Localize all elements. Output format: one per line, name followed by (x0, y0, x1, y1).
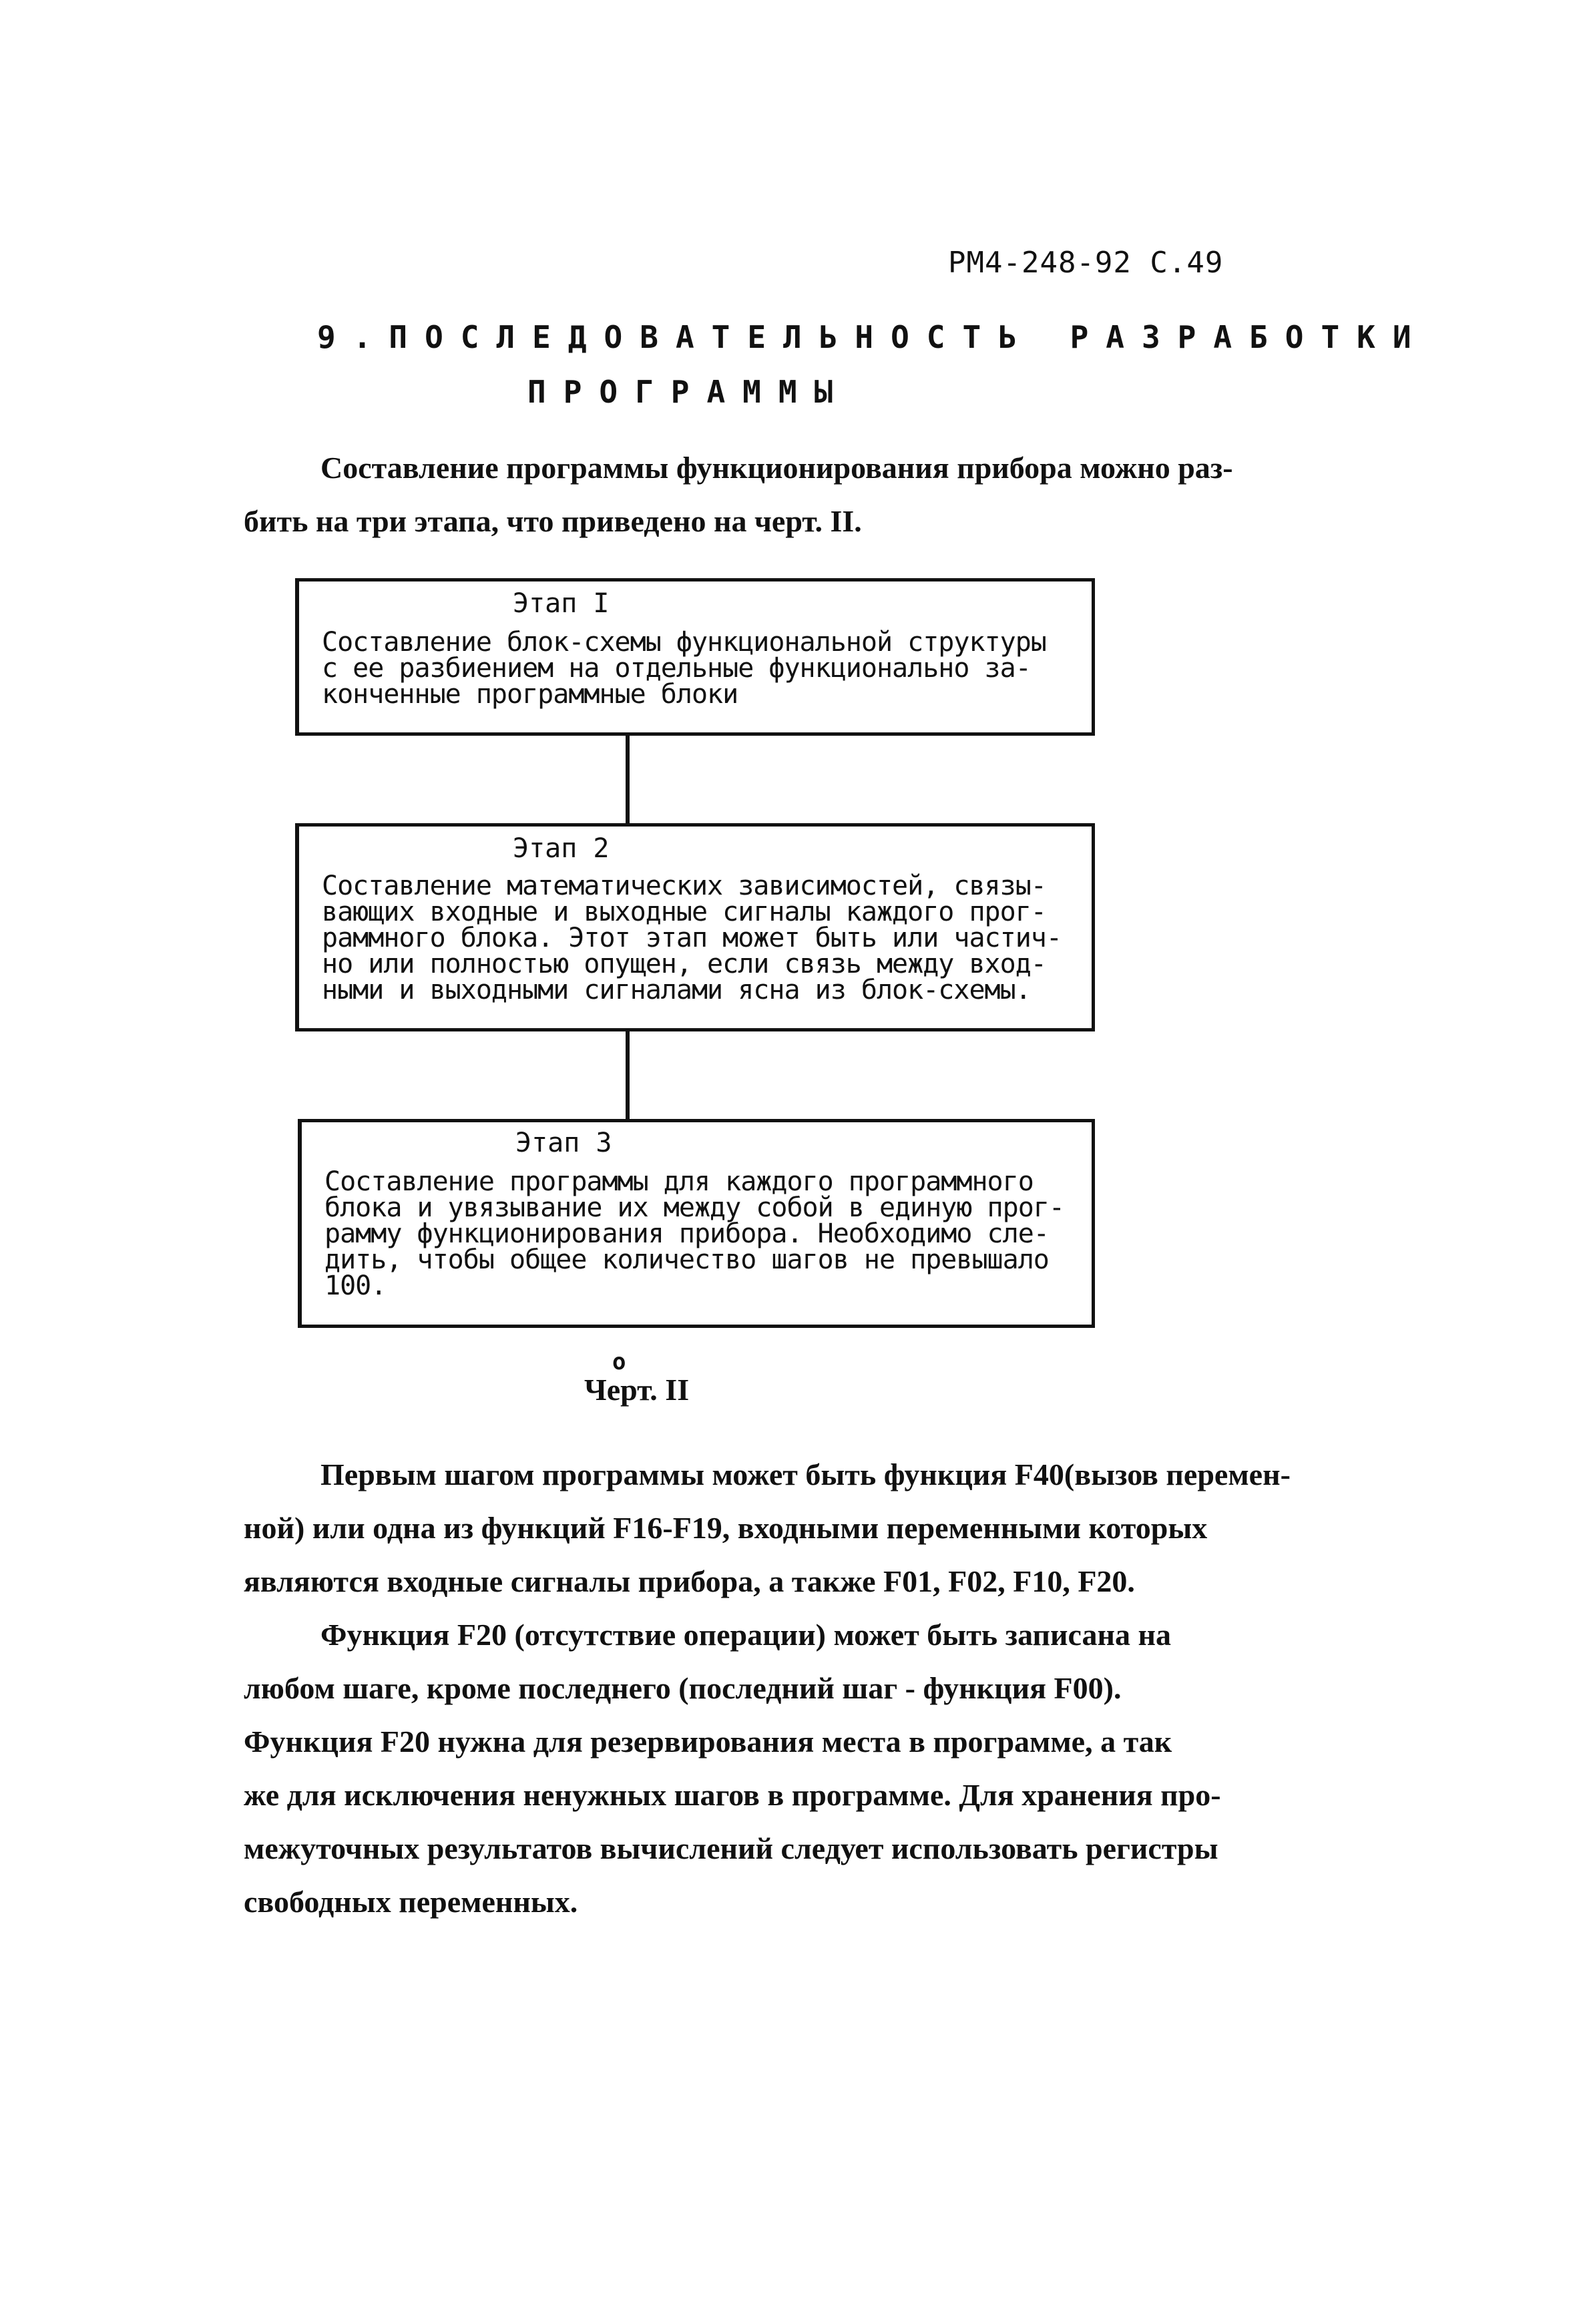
body-line-8: межуточных результатов вычислений следует использовать регистры (244, 1831, 1218, 1865)
body-line-3: являются входные сигналы прибора, а также F01, F02, F10, F20. (244, 1564, 1135, 1598)
stage-1-title: Этап I (513, 588, 610, 619)
section-heading-line-1: 9.ПОСЛЕДОВАТЕЛЬНОСТЬ РАЗРАБОТКИ (317, 319, 1429, 355)
body-line-7: же для исключения ненужных шагов в программе. Для хранения про- (244, 1778, 1221, 1812)
stage-3-text: Составление программы для каждого программного блока и увязывание их между собой в единую прог- рамму функционирования прибора. Необходимо сле- дить, чтобы общее количество шагов не превышало 100. (324, 1166, 1064, 1301)
body-line-2: ной) или одна из функций F16-F19, входными переменными которых (244, 1511, 1208, 1545)
stage-1-box (295, 578, 1095, 736)
stage-3-title: Этап 3 (515, 1128, 612, 1158)
figure-degree-mark: о (612, 1349, 626, 1375)
flow-connector-2 (626, 1030, 630, 1120)
section-heading-line-2: ПРОГРАММЫ (527, 374, 851, 410)
stage-3-box (298, 1119, 1095, 1328)
figure-caption: Черт. II (584, 1373, 690, 1407)
body-line-9: свободных переменных. (244, 1885, 578, 1919)
body-line-6: Функция F20 нужна для резервирования места в программе, а так (244, 1724, 1172, 1759)
body-line-5: любом шаге, кроме последнего (последний шаг - функция F00). (244, 1671, 1122, 1705)
stage-2-title: Этап 2 (513, 833, 610, 864)
stage-1-text: Составление блок-схемы функциональной структуры с ее разбиением на отдельные функционально за- конченные программные блоки (322, 627, 1046, 710)
intro-line-2: бить на три этапа, что приведено на черт. II. (244, 504, 862, 538)
intro-line-1: Составление программы функционирования прибора можно раз- (320, 451, 1233, 485)
body-line-4: Функция F20 (отсутствие операции) может быть записана на (320, 1618, 1172, 1652)
flow-connector-1 (626, 734, 630, 824)
stage-2-text: Составление математических зависимостей, связы- вающих входные и выходные сигналы каждого прог- раммного блока. Этот этап может быть или частич- но или полностью опущен, если связь между вход- ными и выходными сигналами ясна из блок-схемы. (322, 871, 1062, 1005)
body-line-1: Первым шагом программы может быть функция F40(вызов перемен- (320, 1457, 1291, 1491)
stage-2-box (295, 823, 1095, 1031)
page-reference: РМ4-248-92 С.49 (948, 246, 1224, 280)
